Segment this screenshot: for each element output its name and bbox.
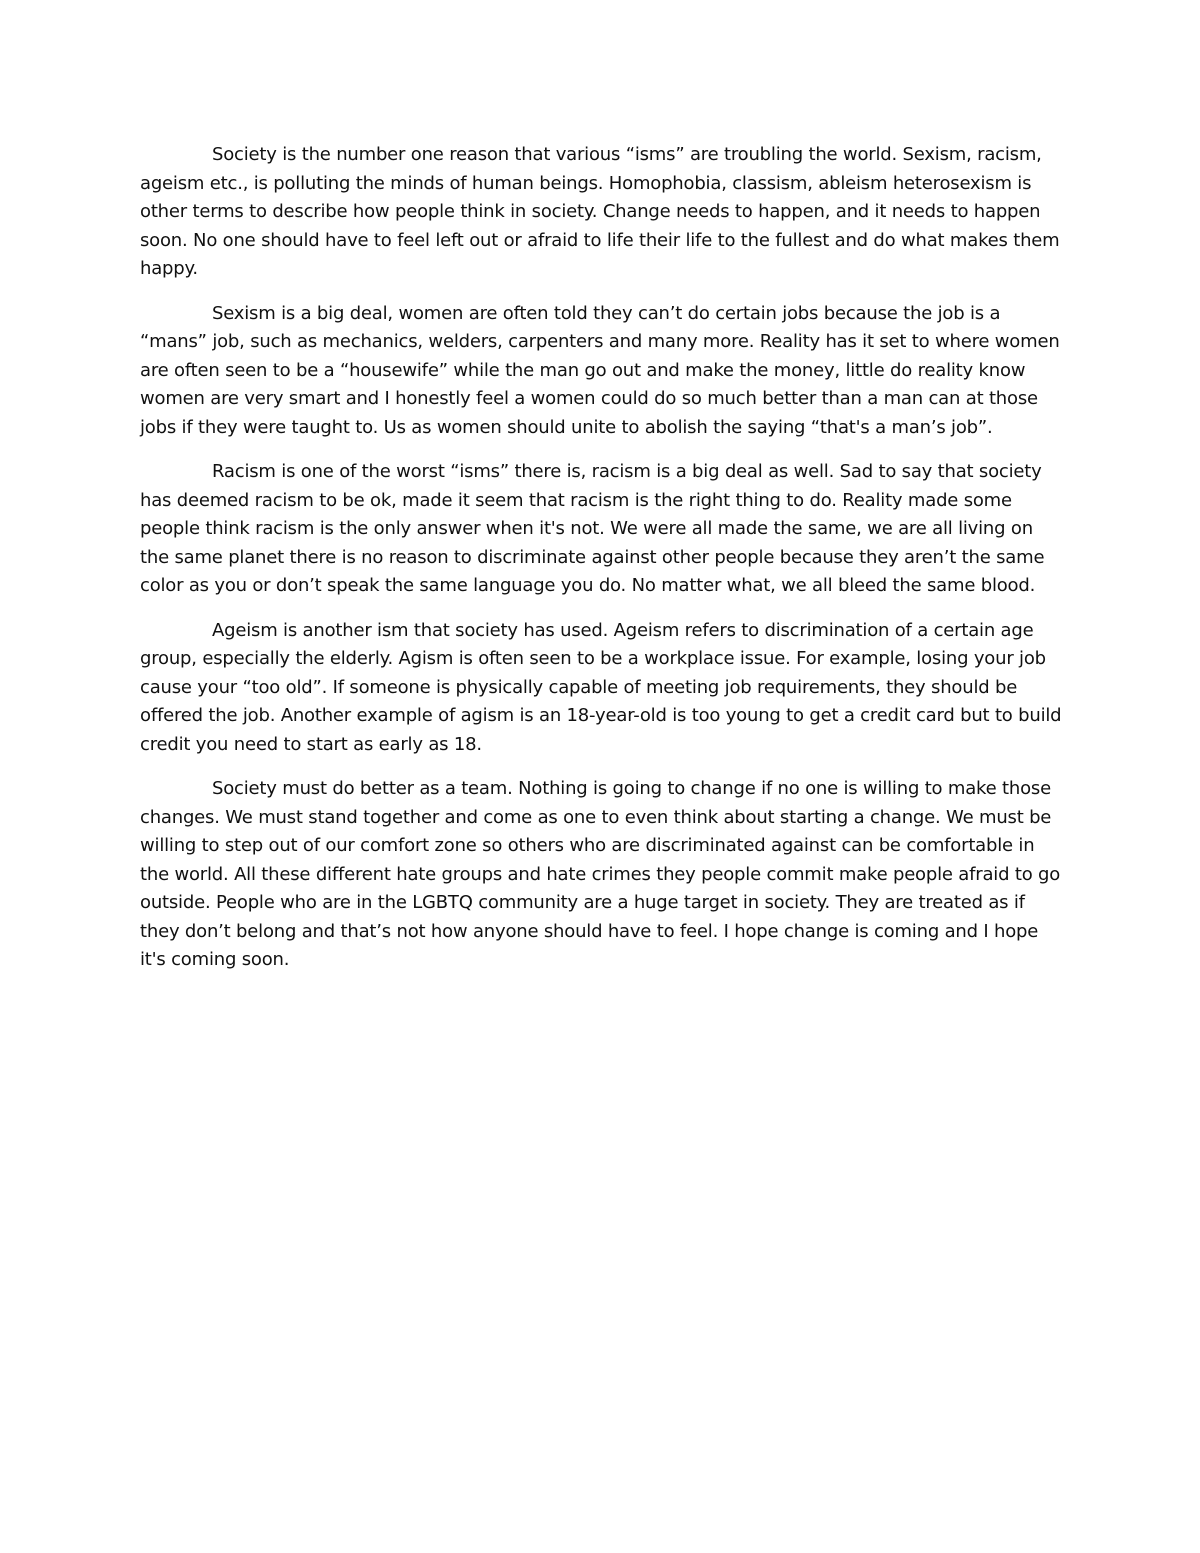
paragraph-1: Society is the number one reason that various “isms” are troubling the world. Sexism, racism, ageism etc., is polluting the minds of human beings. Homophobia, classism, ableism heterosexism is other terms to describe how people think in society. Change needs to happen, and it needs to happen soon. No one should have to feel left out or afraid to life their life to the fullest and do what makes them happy. bbox=[140, 144, 1060, 279]
paragraph-3: Racism is one of the worst “isms” there is, racism is a big deal as well. Sad to say that society has deemed racism to be ok, made it seem that racism is the right thing to do. Reality made some people think racism is the only answer when it's not. We were all made the same, we are all living on the same planet there is no reason to discriminate against other people because they aren’t the same color as you or don’t speak the same language you do. No matter what, we all bleed the same blood. bbox=[140, 461, 1045, 596]
paragraph-2: Sexism is a big deal, women are often told they can’t do certain jobs because the job is a “mans” job, such as mechanics, welders, carpenters and many more. Reality has it set to where women are often seen to be a “housewife” while the man go out and make the money, little do reality know women are very smart and I honestly feel a women could do so much better than a man can at those jobs if they were taught to. Us as women should unite to abolish the saying “that's a man’s job”. bbox=[140, 302, 1060, 438]
paragraph-4: Ageism is another ism that society has used. Ageism refers to discrimination of a certain age group, especially the elderly. Agism is often seen to be a workplace issue. For example, losing your job cause your “too old”. If someone is physically capable of meeting job requirements, they should be offered the job. Another example of agism is an 18-year-old is too young to get a credit card but to build credit you need to start as early as 18. bbox=[140, 619, 1062, 755]
essay-body bbox=[140, 141, 1062, 991]
paragraph-5: Society must do better as a team. Nothing is going to change if no one is willing to make those changes. We must stand together and come as one to even think about starting a change. We must be willing to step out of our comfort zone so others who are discriminated against can be comfortable in the world. All these different hate groups and hate crimes they people commit make people afraid to go outside. People who are in the LGBTQ community are a huge target in society. They are treated as if they don’t belong and that’s not how anyone should have to feel. I hope change is coming and I hope it's coming soon. bbox=[140, 778, 1061, 970]
